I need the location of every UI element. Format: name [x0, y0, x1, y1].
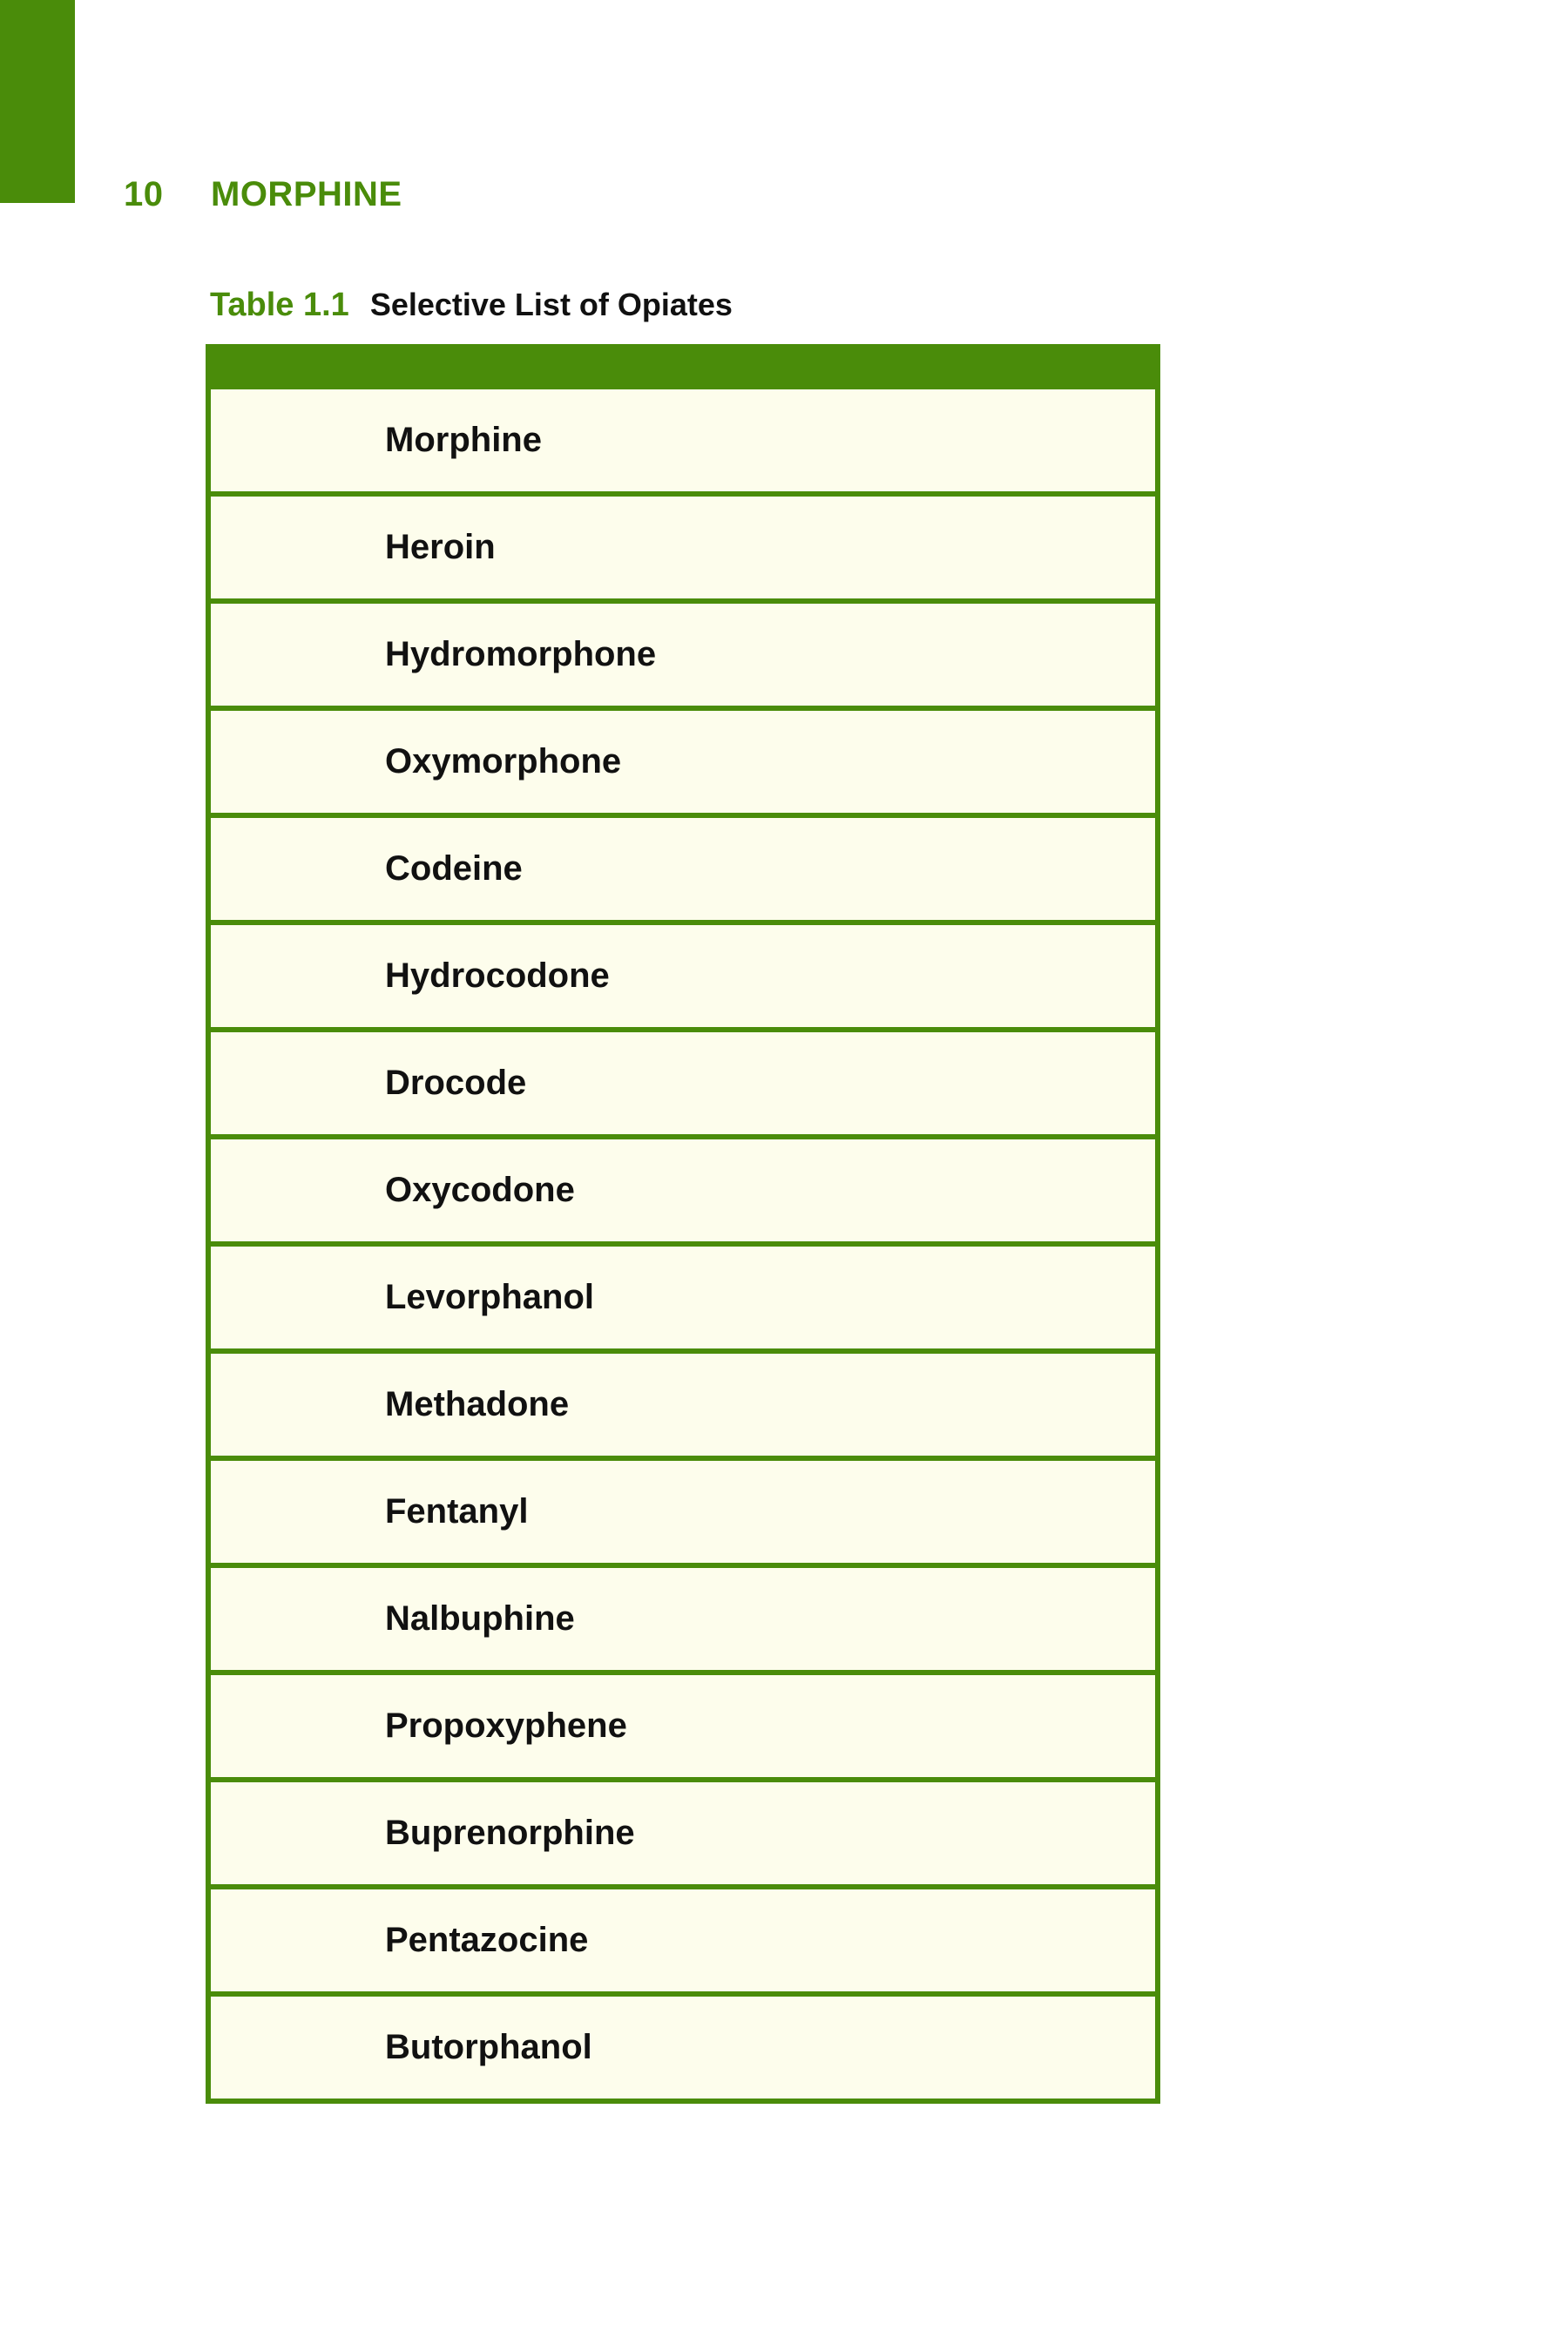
running-head: [124, 168, 402, 220]
table-cell: Codeine: [385, 849, 523, 888]
opiates-table: [206, 344, 1160, 2104]
table-row: [211, 1354, 1155, 1461]
table-cell: Nalbuphine: [385, 1599, 575, 1638]
table-row: [211, 1997, 1155, 2099]
table-cell: Heroin: [385, 528, 496, 566]
table-caption: [210, 279, 733, 331]
table-row: [211, 1139, 1155, 1247]
page-number: 10: [124, 174, 164, 213]
table-cell: Butorphanol: [385, 2028, 592, 2066]
table-cell: Oxycodone: [385, 1171, 575, 1209]
table-cell: Hydrocodone: [385, 956, 610, 995]
table-cell: Propoxyphene: [385, 1707, 627, 1745]
table-row: [211, 497, 1155, 604]
table-cell: Buprenorphine: [385, 1814, 635, 1852]
table-row: [211, 1782, 1155, 1889]
table-cell: Fentanyl: [385, 1492, 529, 1531]
table-caption-number: Table 1.1: [210, 286, 349, 323]
table-header-bar: [211, 349, 1155, 389]
table-row: [211, 1675, 1155, 1782]
table-cell: Methadone: [385, 1385, 570, 1423]
chapter-title: MORPHINE: [211, 174, 402, 213]
table-cell: Morphine: [385, 421, 542, 459]
table-row: [211, 711, 1155, 818]
table-row: [211, 818, 1155, 925]
table-cell: Pentazocine: [385, 1921, 589, 1959]
table-row: [211, 1461, 1155, 1568]
table-row: [211, 604, 1155, 711]
table-row: [211, 1247, 1155, 1354]
table-row: [211, 1889, 1155, 1997]
table-cell: Hydromorphone: [385, 635, 657, 673]
table-row: [211, 1032, 1155, 1139]
table-caption-title: Selective List of Opiates: [369, 287, 733, 322]
side-color-tab: [0, 0, 75, 203]
table-row: [211, 1568, 1155, 1675]
table-cell: Levorphanol: [385, 1278, 595, 1316]
table-cell: Drocode: [385, 1064, 527, 1102]
table-cell: Oxymorphone: [385, 742, 622, 781]
table-row: [211, 389, 1155, 497]
table-row: [211, 925, 1155, 1032]
